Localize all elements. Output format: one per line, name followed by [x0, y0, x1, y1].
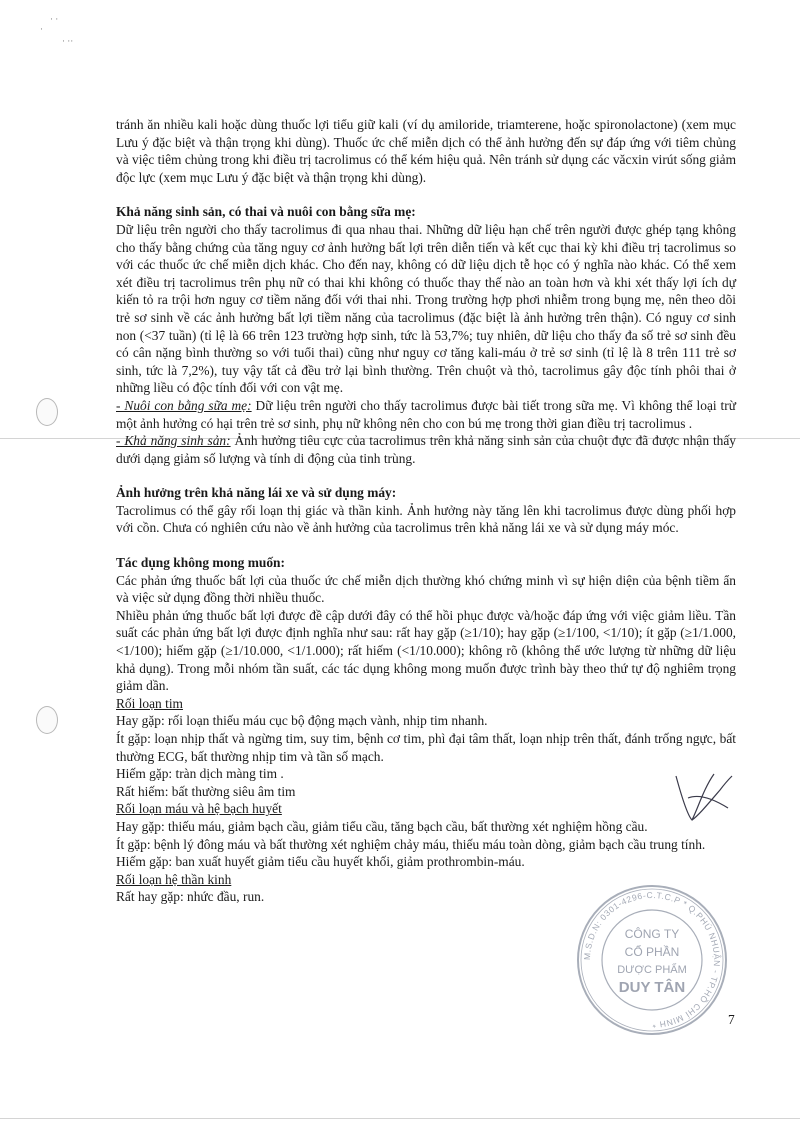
nervous-very-common: Rất hay gặp: nhức đầu, run. — [116, 889, 265, 905]
breastfeeding-text: Dữ liệu trên người cho thấy tacrolimus được bài tiết trong sữa mẹ. Vì không thể loại trừ một ảnh hưởng có hại trên trẻ sơ sinh, phụ nữ không nên cho con bú mẹ trong thời gian điều trị tacrolimus . — [116, 397, 736, 431]
svg-text:M.S.D.N: 0301-4296-C.T.C.P * Q — [582, 890, 722, 1030]
scan-speck: · · — [50, 14, 59, 24]
intro-paragraph: tránh ăn nhiều kali hoặc dùng thuốc lợi tiểu giữ kali (ví dụ amiloride, triamterene, hoặc spironolactone) (xem mục Lưu ý đặc biệt và thận trọng khi dùng). Thuốc ức chế miễn dịch có thể ảnh hưởng đến sự đáp ứng với tiêm chủng và việc tiêm chủng trong khi điều trị tacrolimus có thể kém hiệu quả. Nên tránh sử dụng các văcxin virút sống giảm độc lực (xem mục Lưu ý đặc biệt và thận trọng khi dùng). — [116, 117, 736, 185]
company-stamp — [572, 880, 732, 1040]
section-title-adverse: Tác dụng không mong muốn: — [116, 555, 285, 571]
stamp-line-2: CỔ PHẦN — [624, 945, 680, 959]
signature — [668, 768, 738, 828]
pregnancy-paragraph: Dữ liệu trên người cho thấy tacrolimus đi qua nhau thai. Những dữ liệu hạn chế trên người được ghép tạng không cho thấy bằng chứng của tăng nguy cơ ảnh hưởng bất lợi trên diễn tiến và kết cục thai kỳ khi điều trị tacrolimus so với các thuốc ức chế miễn dịch khác. Cho đến nay, không có dữ liệu dịch tễ học có ý nghĩa nào khác. Có thể xem xét điều trị tacrolimus trên phụ nữ có thai khi không có thuốc thay thế nào an toàn hơn và khi xét thấy lợi ích dự kiến tỏ ra trội hơn nguy cơ tiềm năng đối với thai nhi. Trong trường hợp phơi nhiễm trong bụng mẹ, nên theo dõi trẻ sơ sinh về các ảnh hưởng bất lợi tiềm năng của tacrolimus (đặc biệt là ảnh hưởng trên thận). Có nguy cơ sinh non (<37 tuần) (tỉ lệ là 66 trên 123 trường hợp sinh, tức là 53,7%; tuy nhiên, dữ liệu cho thấy đa số trẻ sơ sinh đều có cân nặng bình thường so với tuổi thai) cũng như nguy cơ tăng kali-máu ở trẻ sơ sinh (tỉ lệ là 8 trên 111 trẻ sơ sinh, tức là 7,2%), tuy vậy tất cả đều trở lại bình thường. Trên chuột và thỏ, tacrolimus gây độc tính phôi thai ở những liều có độc tính đối với con vật mẹ. — [116, 221, 736, 396]
cardiac-uncommon: Ít gặp: loạn nhịp thất và ngừng tim, suy tim, bệnh cơ tim, phì đại tâm thất, loạn nhịp trên thất, đánh trống ngực, bất thường ECG, bất thường nhịp tim và tần số mạch. — [116, 731, 736, 764]
subsection-nervous: Rối loạn hệ thần kinh — [116, 871, 232, 887]
section-title-driving: Ảnh hưởng trên khả năng lái xe và sử dụng máy: — [116, 485, 397, 501]
blood-common: Hay gặp: thiếu máu, giảm bạch cầu, giảm tiểu cầu, tăng bạch cầu, bất thường xét nghiệm hồng cầu. — [116, 818, 648, 834]
driving-paragraph: Tacrolimus có thể gây rối loạn thị giác và thần kinh. Ảnh hưởng này tăng lên khi tacrolimus được dùng phối hợp với cồn. Chưa có nghiên cứu nào về ảnh hưởng của tacrolimus trên khả năng lái xe và sử dụng máy móc. — [116, 502, 736, 536]
section-title-pregnancy: Khả năng sinh sản, có thai và nuôi con bằng sữa mẹ: — [116, 204, 416, 220]
stamp-line-4: DUY TÂN — [618, 979, 686, 996]
breastfeeding-label: - Nuôi con bằng sữa mẹ: — [116, 397, 252, 413]
adverse-paragraph-2: Nhiều phản ứng thuốc bất lợi được đề cập dưới đây có thể hồi phục được và/hoặc đáp ứng với việc giảm liều. Tần suất các phản ứng bất lợi được định nghĩa như sau: rất hay gặp (≥1/10); hay gặp (≥1/100, <1/10); ít gặp (≥1/1.000, <1/100); hiếm gặp (≥1/10.000, <1/1.000); rất hiếm (<1/10.000); không rõ (không thể ước lượng từ những dữ liệu khả dụng). Trong mỗi nhóm tần suất, các tác dụng không mong muốn được trình bày theo thứ tự độ nghiêm trọng giảm dần. — [116, 607, 736, 694]
cardiac-common: Hay gặp: rối loạn thiếu máu cục bộ động mạch vành, nhịp tim nhanh. — [116, 713, 488, 729]
fertility-label: - Khả năng sinh sản: — [116, 433, 231, 449]
cardiac-rare: Hiếm gặp: tràn dịch màng tim . — [116, 766, 284, 782]
stamp-line-1: CÔNG TY — [624, 927, 680, 941]
document-body — [116, 116, 736, 906]
subsection-blood: Rối loạn máu và hệ bạch huyết — [116, 801, 282, 817]
subsection-cardiac: Rối loạn tim — [116, 695, 183, 711]
breastfeeding-paragraph — [116, 397, 736, 432]
scan-speck: · — [40, 24, 43, 34]
blood-rare: Hiếm gặp: ban xuất huyết giảm tiểu cầu huyết khối, giảm prothrombin-máu. — [116, 854, 525, 870]
cardiac-very-rare: Rất hiếm: bất thường siêu âm tim — [116, 783, 296, 799]
blood-uncommon: Ít gặp: bệnh lý đông máu và bất thường xét nghiệm chảy máu, thiếu máu toàn dòng, giảm bạch cầu trung tính. — [116, 836, 706, 852]
page-number: 7 — [728, 1012, 735, 1027]
punch-hole-upper — [36, 398, 58, 426]
adverse-paragraph-1: Các phản ứng thuốc bất lợi của thuốc ức chế miễn dịch thường khó chứng minh vì sự hiện diện của bệnh tiềm ẩn và việc sử dụng đồng thời nhiều thuốc. — [116, 572, 736, 606]
fertility-text: Ảnh hưởng tiêu cực của tacrolimus trên khả năng sinh sản của chuột đực đã được nhận thấy dưới dạng giảm số lượng và tính di động của tinh trùng. — [116, 433, 736, 466]
fertility-paragraph — [116, 432, 736, 467]
stamp-line-3: DƯỢC PHẨM — [617, 964, 687, 976]
fold-line — [0, 1118, 800, 1119]
scan-speck: · ·· — [62, 36, 74, 46]
stamp-ring-text: M.S.D.N: 0301-4296-C.T.C.P * Q.PHÚ NHUẬN - TP.HỒ CHÍ MINH * — [581, 889, 723, 1031]
punch-hole-lower — [36, 706, 58, 734]
